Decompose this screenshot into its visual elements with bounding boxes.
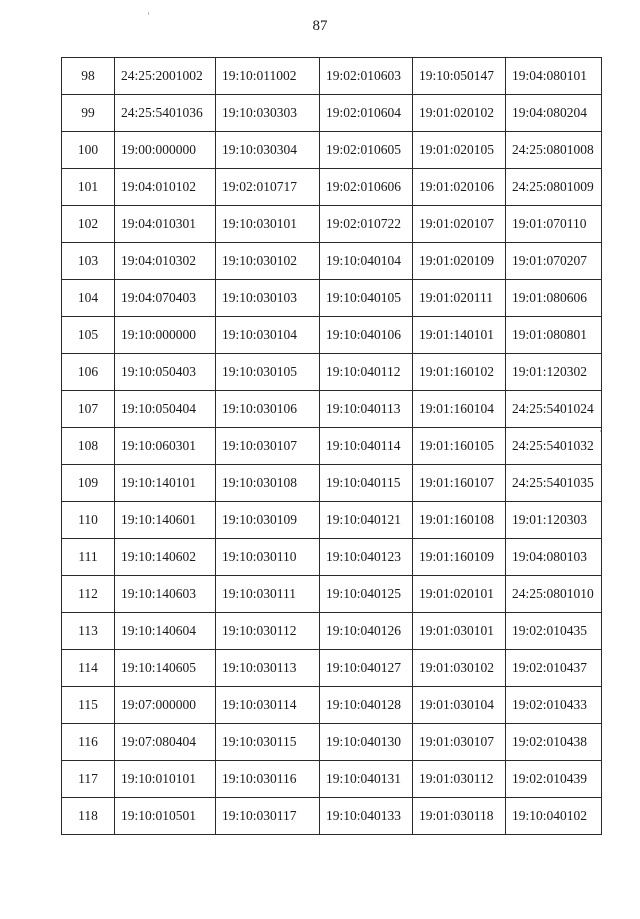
table-row — [62, 132, 602, 169]
cadastral-code-cell: 19:10:040126 — [320, 613, 413, 650]
row-number-cell: 109 — [62, 465, 115, 502]
cadastral-code-cell: 19:04:080103 — [506, 539, 602, 576]
table-row — [62, 613, 602, 650]
cadastral-code-cell: 19:10:040131 — [320, 761, 413, 798]
row-number-cell: 101 — [62, 169, 115, 206]
cadastral-code-cell: 19:10:040121 — [320, 502, 413, 539]
row-number-cell: 106 — [62, 354, 115, 391]
cadastral-code-cell: 19:01:160108 — [413, 502, 506, 539]
cadastral-code-cell: 19:01:020101 — [413, 576, 506, 613]
table-row — [62, 761, 602, 798]
cadastral-code-cell: 19:10:040104 — [320, 243, 413, 280]
row-number-cell: 113 — [62, 613, 115, 650]
cadastral-code-cell: 19:02:010605 — [320, 132, 413, 169]
cadastral-code-cell: 19:10:030116 — [216, 761, 320, 798]
cadastral-code-cell: 24:25:2001002 — [115, 58, 216, 95]
table-row — [62, 539, 602, 576]
table-row — [62, 58, 602, 95]
table-row — [62, 391, 602, 428]
cadastral-code-cell: 19:10:030114 — [216, 687, 320, 724]
table-body — [62, 58, 602, 835]
table-row — [62, 576, 602, 613]
cadastral-code-cell: 19:10:040125 — [320, 576, 413, 613]
cadastral-code-cell: 19:10:030105 — [216, 354, 320, 391]
cadastral-code-cell: 19:01:030101 — [413, 613, 506, 650]
cadastral-code-cell: 19:04:010302 — [115, 243, 216, 280]
cadastral-code-cell: 19:01:140101 — [413, 317, 506, 354]
cadastral-code-cell: 19:02:010603 — [320, 58, 413, 95]
cadastral-code-cell: 19:04:070403 — [115, 280, 216, 317]
row-number-cell: 114 — [62, 650, 115, 687]
page-number: 87 — [312, 18, 328, 34]
row-number-cell: 116 — [62, 724, 115, 761]
table-row — [62, 650, 602, 687]
cadastral-code-cell: 19:10:030109 — [216, 502, 320, 539]
cadastral-code-cell: 19:01:030112 — [413, 761, 506, 798]
cadastral-code-cell: 19:10:030115 — [216, 724, 320, 761]
cadastral-code-cell: 19:01:160109 — [413, 539, 506, 576]
cadastral-code-cell: 19:10:040105 — [320, 280, 413, 317]
table-row — [62, 428, 602, 465]
cadastral-code-cell: 19:02:010606 — [320, 169, 413, 206]
cadastral-code-cell: 19:02:010438 — [506, 724, 602, 761]
row-number-cell: 117 — [62, 761, 115, 798]
cadastral-code-cell: 19:10:040114 — [320, 428, 413, 465]
row-number-cell: 118 — [62, 798, 115, 835]
table-row — [62, 687, 602, 724]
cadastral-code-cell: 19:02:010439 — [506, 761, 602, 798]
cadastral-code-cell: 19:10:040113 — [320, 391, 413, 428]
row-number-cell: 112 — [62, 576, 115, 613]
cadastral-code-cell: 19:02:010433 — [506, 687, 602, 724]
table-row — [62, 243, 602, 280]
table-row — [62, 354, 602, 391]
cadastral-code-cell: 19:10:030102 — [216, 243, 320, 280]
table-row — [62, 502, 602, 539]
cadastral-code-cell: 19:10:140605 — [115, 650, 216, 687]
cadastral-code-cell: 19:01:030118 — [413, 798, 506, 835]
cadastral-code-cell: 19:10:030110 — [216, 539, 320, 576]
cadastral-code-cell: 19:01:020102 — [413, 95, 506, 132]
cadastral-code-cell: 19:07:080404 — [115, 724, 216, 761]
cadastral-code-cell: 19:01:080606 — [506, 280, 602, 317]
cadastral-code-cell: 19:10:140604 — [115, 613, 216, 650]
cadastral-number-table — [61, 57, 602, 835]
cadastral-code-cell: 19:01:070207 — [506, 243, 602, 280]
cadastral-code-cell: 19:01:020105 — [413, 132, 506, 169]
cadastral-code-cell: 19:10:140603 — [115, 576, 216, 613]
cadastral-code-cell: 19:10:040106 — [320, 317, 413, 354]
cadastral-code-cell: 19:01:160102 — [413, 354, 506, 391]
cadastral-code-cell: 19:01:120302 — [506, 354, 602, 391]
cadastral-code-cell: 19:01:160107 — [413, 465, 506, 502]
cadastral-code-cell: 19:01:030107 — [413, 724, 506, 761]
cadastral-code-cell: 19:02:010604 — [320, 95, 413, 132]
cadastral-code-cell: 19:04:080204 — [506, 95, 602, 132]
table-row — [62, 169, 602, 206]
cadastral-code-cell: 19:10:040128 — [320, 687, 413, 724]
cadastral-code-cell: 19:10:040127 — [320, 650, 413, 687]
table-row — [62, 280, 602, 317]
cadastral-code-cell: 19:07:000000 — [115, 687, 216, 724]
table-row — [62, 798, 602, 835]
cadastral-code-cell: 19:10:050404 — [115, 391, 216, 428]
cadastral-code-cell: 24:25:5401036 — [115, 95, 216, 132]
cadastral-code-cell: 19:10:011002 — [216, 58, 320, 95]
row-number-cell: 103 — [62, 243, 115, 280]
cadastral-code-cell: 19:10:040112 — [320, 354, 413, 391]
cadastral-code-cell: 19:10:140601 — [115, 502, 216, 539]
cadastral-code-cell: 19:02:010722 — [320, 206, 413, 243]
cadastral-code-cell: 19:10:030106 — [216, 391, 320, 428]
cadastral-code-cell: 19:10:050147 — [413, 58, 506, 95]
cadastral-code-cell: 19:04:080101 — [506, 58, 602, 95]
cadastral-code-cell: 19:01:020111 — [413, 280, 506, 317]
cadastral-code-cell: 19:01:020106 — [413, 169, 506, 206]
table-row — [62, 724, 602, 761]
row-number-cell: 110 — [62, 502, 115, 539]
cadastral-code-cell: 19:02:010437 — [506, 650, 602, 687]
cadastral-code-cell: 19:04:010301 — [115, 206, 216, 243]
cadastral-code-cell: 19:10:030111 — [216, 576, 320, 613]
row-number-cell: 98 — [62, 58, 115, 95]
row-number-cell: 99 — [62, 95, 115, 132]
cadastral-code-cell: 19:00:000000 — [115, 132, 216, 169]
row-number-cell: 105 — [62, 317, 115, 354]
cadastral-code-cell: 24:25:5401035 — [506, 465, 602, 502]
cadastral-code-cell: 19:10:030107 — [216, 428, 320, 465]
row-number-cell: 100 — [62, 132, 115, 169]
cadastral-code-cell: 19:01:020109 — [413, 243, 506, 280]
cadastral-code-cell: 24:25:0801010 — [506, 576, 602, 613]
cadastral-code-cell: 19:10:060301 — [115, 428, 216, 465]
cadastral-code-cell: 19:10:030108 — [216, 465, 320, 502]
row-number-cell: 104 — [62, 280, 115, 317]
cadastral-code-cell: 19:01:030104 — [413, 687, 506, 724]
cadastral-code-cell: 19:10:030304 — [216, 132, 320, 169]
row-number-cell: 107 — [62, 391, 115, 428]
table-row — [62, 317, 602, 354]
cadastral-code-cell: 19:01:160104 — [413, 391, 506, 428]
cadastral-code-cell: 19:10:030112 — [216, 613, 320, 650]
row-number-cell: 102 — [62, 206, 115, 243]
cadastral-code-cell: 19:10:040133 — [320, 798, 413, 835]
row-number-cell: 115 — [62, 687, 115, 724]
cadastral-code-cell: 19:01:160105 — [413, 428, 506, 465]
cadastral-code-cell: 19:01:080801 — [506, 317, 602, 354]
cadastral-code-cell: 19:10:040102 — [506, 798, 602, 835]
cadastral-code-cell: 19:04:010102 — [115, 169, 216, 206]
cadastral-code-cell: 24:25:5401032 — [506, 428, 602, 465]
cadastral-code-cell: 19:01:030102 — [413, 650, 506, 687]
cadastral-code-cell: 19:10:010101 — [115, 761, 216, 798]
cadastral-code-cell: 19:10:140101 — [115, 465, 216, 502]
cadastral-code-cell: 19:10:050403 — [115, 354, 216, 391]
table-row — [62, 465, 602, 502]
table-row — [62, 95, 602, 132]
cadastral-code-cell: 19:10:140602 — [115, 539, 216, 576]
cadastral-code-cell: 19:10:000000 — [115, 317, 216, 354]
cadastral-code-cell: 19:10:030117 — [216, 798, 320, 835]
cadastral-code-cell: 24:25:0801008 — [506, 132, 602, 169]
cadastral-code-cell: 19:02:010717 — [216, 169, 320, 206]
cadastral-code-cell: 19:10:030103 — [216, 280, 320, 317]
cadastral-code-cell: 19:10:030113 — [216, 650, 320, 687]
cadastral-code-cell: 19:01:120303 — [506, 502, 602, 539]
cadastral-code-cell: 19:10:040130 — [320, 724, 413, 761]
row-number-cell: 108 — [62, 428, 115, 465]
cadastral-code-cell: 19:10:040123 — [320, 539, 413, 576]
row-number-cell: 111 — [62, 539, 115, 576]
cadastral-code-cell: 19:10:030101 — [216, 206, 320, 243]
cadastral-code-cell: 19:10:030104 — [216, 317, 320, 354]
scan-speck — [148, 12, 149, 15]
cadastral-code-cell: 19:10:040115 — [320, 465, 413, 502]
cadastral-code-cell: 19:10:010501 — [115, 798, 216, 835]
table-row — [62, 206, 602, 243]
cadastral-code-cell: 19:10:030303 — [216, 95, 320, 132]
cadastral-code-cell: 19:01:070110 — [506, 206, 602, 243]
cadastral-code-cell: 24:25:0801009 — [506, 169, 602, 206]
cadastral-code-cell: 24:25:5401024 — [506, 391, 602, 428]
cadastral-code-cell: 19:02:010435 — [506, 613, 602, 650]
cadastral-code-cell: 19:01:020107 — [413, 206, 506, 243]
